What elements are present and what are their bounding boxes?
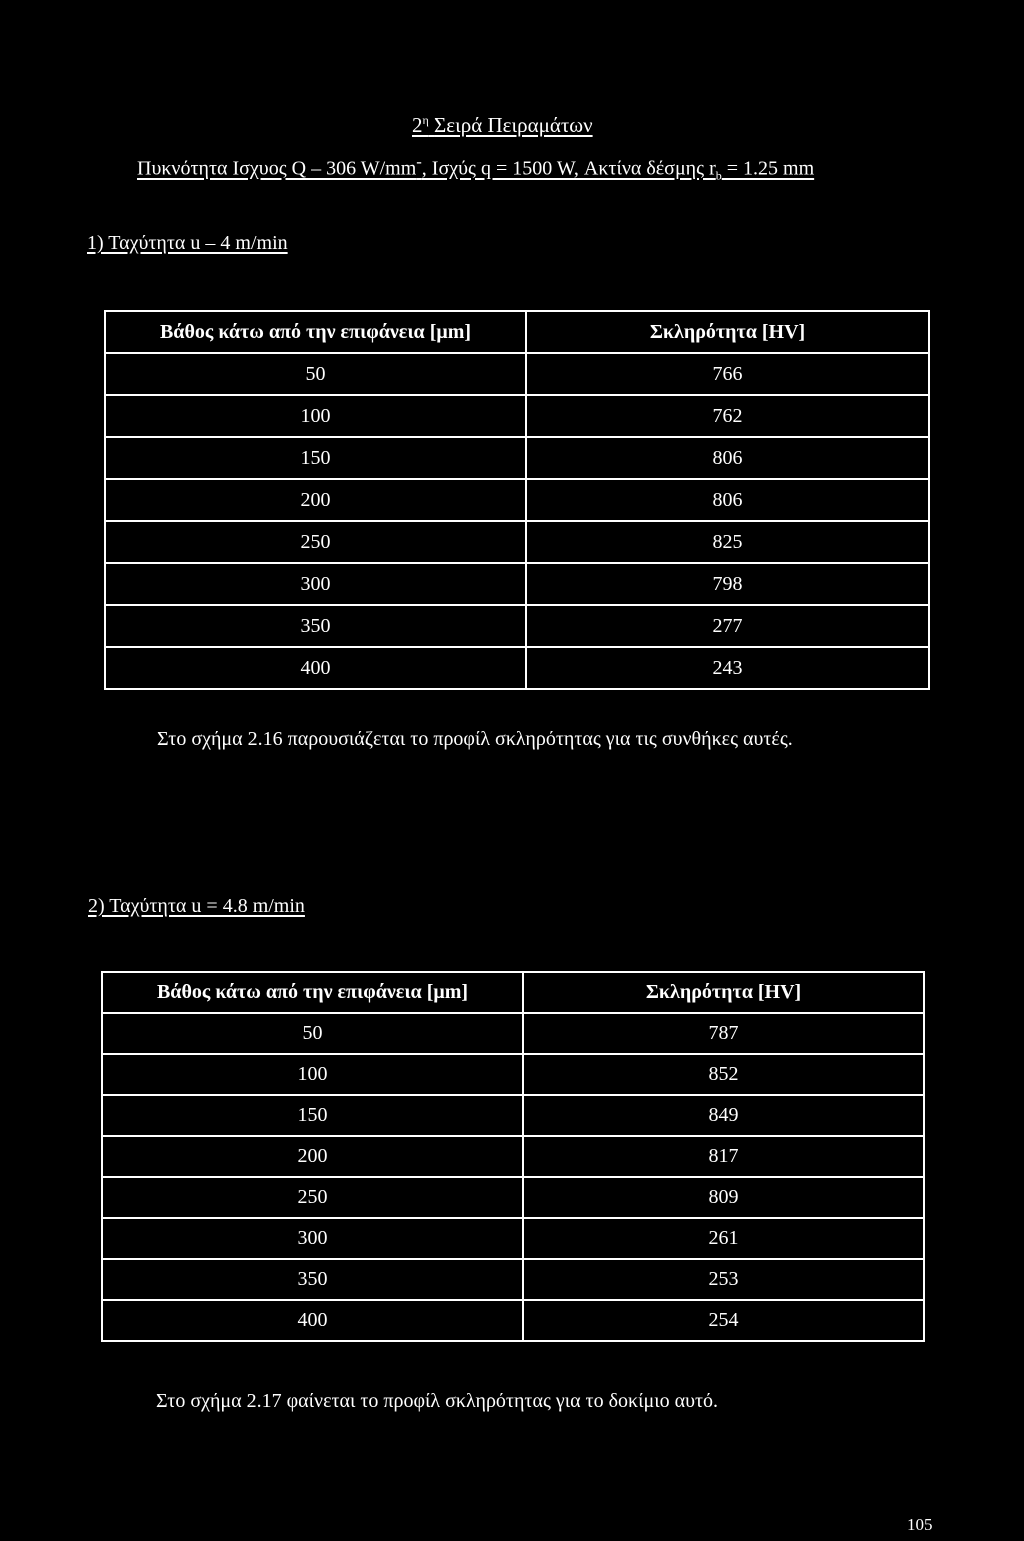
depth-cell: 250 xyxy=(102,1177,523,1218)
depth-cell: 350 xyxy=(102,1259,523,1300)
table-row xyxy=(102,1218,924,1259)
table-row xyxy=(102,1095,924,1136)
params-text-2: , Ισχύς q = 1500 W, Ακτίνα δέσμης r xyxy=(421,157,716,180)
page-number: 105 xyxy=(907,1515,933,1534)
table-row xyxy=(102,1259,924,1300)
depth-cell: 350 xyxy=(105,605,526,647)
depth-cell: 200 xyxy=(105,479,526,521)
hardness-cell: 817 xyxy=(523,1136,924,1177)
section2-speed-label: 2) Ταχύτητα u = 4.8 m/min xyxy=(88,895,305,917)
depth-cell: 400 xyxy=(102,1300,523,1341)
table-header-row xyxy=(102,972,924,1013)
series-number-superscript: η xyxy=(422,113,429,127)
depth-column-header: Βάθος κάτω από την επιφάνεια [μm] xyxy=(105,311,526,353)
hardness-cell: 253 xyxy=(523,1259,924,1300)
params-superscript: - xyxy=(416,152,422,171)
hardness-cell: 849 xyxy=(523,1095,924,1136)
depth-cell: 300 xyxy=(105,563,526,605)
depth-cell: 300 xyxy=(102,1218,523,1259)
hardness-cell: 798 xyxy=(526,563,929,605)
section2-caption: Στο σχήμα 2.17 φαίνεται το προφίλ σκληρότητας για το δοκίμιο αυτό. xyxy=(156,1390,719,1412)
hardness-column-header: Σκληρότητα [HV] xyxy=(523,972,924,1013)
hardness-cell: 254 xyxy=(523,1300,924,1341)
hardness-cell: 766 xyxy=(526,353,929,395)
hardness-cell: 787 xyxy=(523,1013,924,1054)
depth-cell: 100 xyxy=(105,395,526,437)
hardness-cell: 243 xyxy=(526,647,929,689)
hardness-cell: 852 xyxy=(523,1054,924,1095)
series-title xyxy=(412,113,593,138)
hardness-cell: 261 xyxy=(523,1218,924,1259)
table-row xyxy=(105,353,929,395)
params-text-1: Πυκνότητα Ισχυος Q – 306 W/mm xyxy=(137,157,417,180)
table-row xyxy=(102,1013,924,1054)
table-row xyxy=(105,395,929,437)
table-row xyxy=(102,1136,924,1177)
params-subscript: b xyxy=(715,168,722,183)
depth-cell: 150 xyxy=(105,437,526,479)
table-row xyxy=(105,521,929,563)
hardness-cell: 809 xyxy=(523,1177,924,1218)
hardness-cell: 806 xyxy=(526,437,929,479)
depth-cell: 250 xyxy=(105,521,526,563)
hardness-cell: 762 xyxy=(526,395,929,437)
depth-cell: 200 xyxy=(102,1136,523,1177)
depth-cell: 50 xyxy=(105,353,526,395)
table-body xyxy=(105,353,929,689)
hardness-cell: 825 xyxy=(526,521,929,563)
depth-cell: 150 xyxy=(102,1095,523,1136)
section1-caption: Στο σχήμα 2.16 παρουσιάζεται το προφίλ σκληρότητας για τις συνθήκες αυτές. xyxy=(157,728,793,750)
table-row xyxy=(102,1054,924,1095)
hardness-table-1 xyxy=(104,310,930,690)
table-body xyxy=(102,1013,924,1341)
table-row xyxy=(105,479,929,521)
experiment-parameters xyxy=(137,152,814,184)
hardness-table-2 xyxy=(101,971,925,1342)
params-text-3: = 1.25 mm xyxy=(721,157,815,180)
table-row xyxy=(102,1177,924,1218)
table-row xyxy=(102,1300,924,1341)
table-row xyxy=(105,563,929,605)
series-title-text: Σειρά Πειραμάτων xyxy=(434,113,593,137)
section1-speed-label: 1) Ταχύτητα u – 4 m/min xyxy=(87,232,288,254)
hardness-column-header: Σκληρότητα [HV] xyxy=(526,311,929,353)
depth-cell: 100 xyxy=(102,1054,523,1095)
table-row xyxy=(105,437,929,479)
depth-cell: 400 xyxy=(105,647,526,689)
series-number: 2 xyxy=(412,113,423,137)
table-row xyxy=(105,647,929,689)
table-header-row xyxy=(105,311,929,353)
depth-cell: 50 xyxy=(102,1013,523,1054)
hardness-cell: 806 xyxy=(526,479,929,521)
depth-column-header: Βάθος κάτω από την επιφάνεια [μm] xyxy=(102,972,523,1013)
hardness-cell: 277 xyxy=(526,605,929,647)
table-row xyxy=(105,605,929,647)
